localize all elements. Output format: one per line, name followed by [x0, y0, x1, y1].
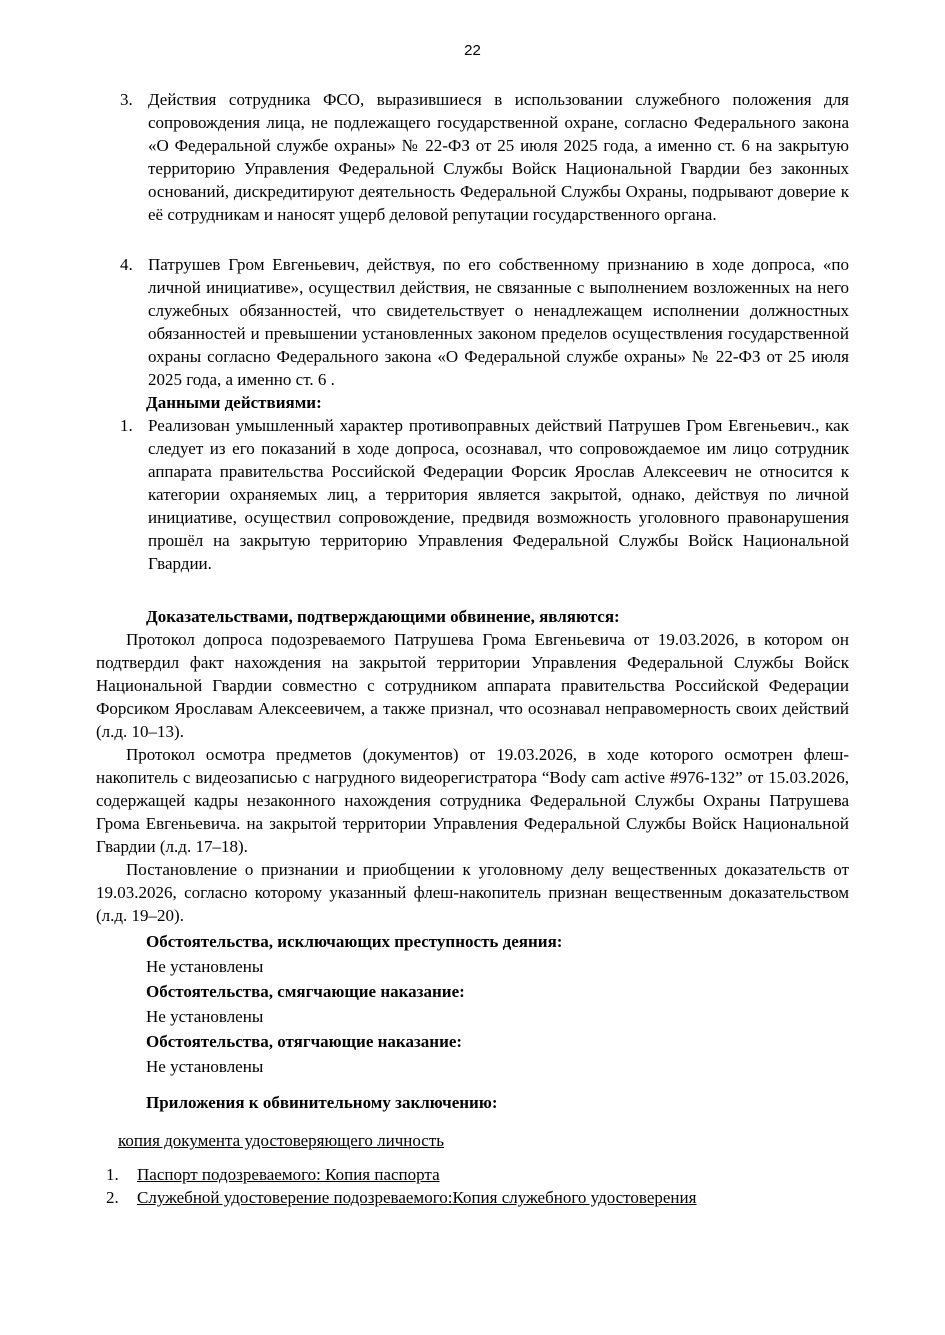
- attachments-subheading: [96, 1129, 849, 1152]
- attachment-item-1-text: Паспорт подозреваемого: Копия паспорта: [137, 1165, 440, 1184]
- page-number: 22: [464, 42, 481, 59]
- finding-item-3-text: Действия сотрудника ФСО, выразившиеся в использовании служебного положения для сопровождения лица, не подлежащего государственной охране, согласно Федерального закона «О Федеральной службе охраны» № 22-ФЗ от 25 июля 2025 года, а именно ст. 6 на закрытую территорию Управления Федеральной Службы Войск Национальной Гвардии без законных оснований, дискредитируют деятельность Федеральной Службы Охраны, подрывают доверие к её сотрудникам и наносят ущерб деловой репутации государственного органа.: [148, 90, 849, 224]
- attachment-item-2-text: Служебной удостоверение подозреваемого:Копия служебного удостоверения: [137, 1188, 697, 1207]
- finding-item-4-number: 4.: [120, 255, 133, 274]
- action-item-1-number: 1.: [120, 416, 133, 435]
- circumstance-excluding-heading: Обстоятельства, исключающих преступность деяния:: [146, 932, 563, 951]
- action-item-1-text: Реализован умышленный характер противоправных действий Патрушев Гром Евгеньевич., как следует из его показаний в ходе допроса, осознавал, что сопровождаемое им лицо сотрудник аппарата правительства Российской Федерации Форсик Ярослав Алексеевич не относится к категории охраняемых лиц, а территория является закрытой, однако, действуя по личной инициативе, осуществил сопровождение, предвидя возможность уголовного правонарушения прошёл на закрытую территорию Управления Федеральной Службы Войск Национальной Гвардии.: [148, 416, 849, 573]
- finding-item-3-number: 3.: [120, 90, 133, 109]
- evidence-paragraph-3: Постановление о признании и приобщении к уголовному делу вещественных доказательств от 19.03.2026, согласно которому указанный флеш-накопитель признан вещественным доказательством (л.д. 19–20).: [96, 860, 849, 925]
- finding-item-4: [96, 253, 849, 391]
- attachment-item-1: [96, 1163, 849, 1186]
- action-item-1: [96, 414, 849, 575]
- evidence-paragraph-1: Протокол допроса подозреваемого Патрушева Грома Евгеньевича от 19.03.2026, в котором он подтвердил факт нахождения на закрытой территории Управления Федеральной Службы Войск Национальной Гвардии совместно с сотрудником аппарата правительства Российской Федерации Форсиком Ярославам Алексеевичем, а также признал, что осознавал неправомерность своих действий (л.д. 10–13).: [96, 630, 849, 741]
- circumstance-aggravating-heading: Обстоятельства, отягчающие наказание:: [146, 1032, 463, 1051]
- circumstance-mitigating-heading: Обстоятельства, смягчающие наказание:: [146, 982, 465, 1001]
- evidence-paragraph-2: Протокол осмотра предметов (документов) от 19.03.2026, в ходе которого осмотрен флеш-накопитель с видеозаписью с нагрудного видеорегистратора “Body cam active #976-132” от 15.03.2026, содержащей кадры незаконного нахождения сотрудника Федеральной Службы Охраны Патрушева Грома Евгеньевича. на закрытой территории Управления Федеральной Службы Войск Национальной Гвардии (л.д. 17–18).: [96, 745, 849, 856]
- attachment-item-2: [96, 1186, 849, 1209]
- attachment-item-1-number: 1.: [106, 1165, 119, 1184]
- circumstance-excluding-value: Не установлены: [146, 957, 264, 976]
- attachments-heading: Приложения к обвинительному заключению:: [146, 1093, 498, 1112]
- attachments-list: [96, 1163, 849, 1209]
- finding-item-4-text: Патрушев Гром Евгеньевич, действуя, по его собственному признанию в ходе допроса, «по личной инициативе», осуществил действия, не связанные с выполнением возложенных на него служебных обязанностей, что свидетельствует о ненадлежащем исполнении должностных обязанностей и превышении установленных законом пределов осуществления государственной охраны согласно Федерального закона «О Федеральной службе охраны» № 22-ФЗ от 25 июля 2025 года, а именно ст. 6 .: [148, 255, 849, 389]
- attachment-item-2-number: 2.: [106, 1188, 119, 1207]
- circumstance-aggravating-value: Не установлены: [146, 1057, 264, 1076]
- finding-item-3: [96, 88, 849, 226]
- evidence-heading: Доказательствами, подтверждающими обвинение, являются:: [146, 607, 620, 626]
- actions-heading: Данными действиями:: [146, 393, 322, 412]
- circumstance-mitigating-value: Не установлены: [146, 1007, 264, 1026]
- attachments-subheading-text: копия документа удостоверяющего личность: [118, 1131, 444, 1150]
- circumstances-section: [96, 929, 849, 1079]
